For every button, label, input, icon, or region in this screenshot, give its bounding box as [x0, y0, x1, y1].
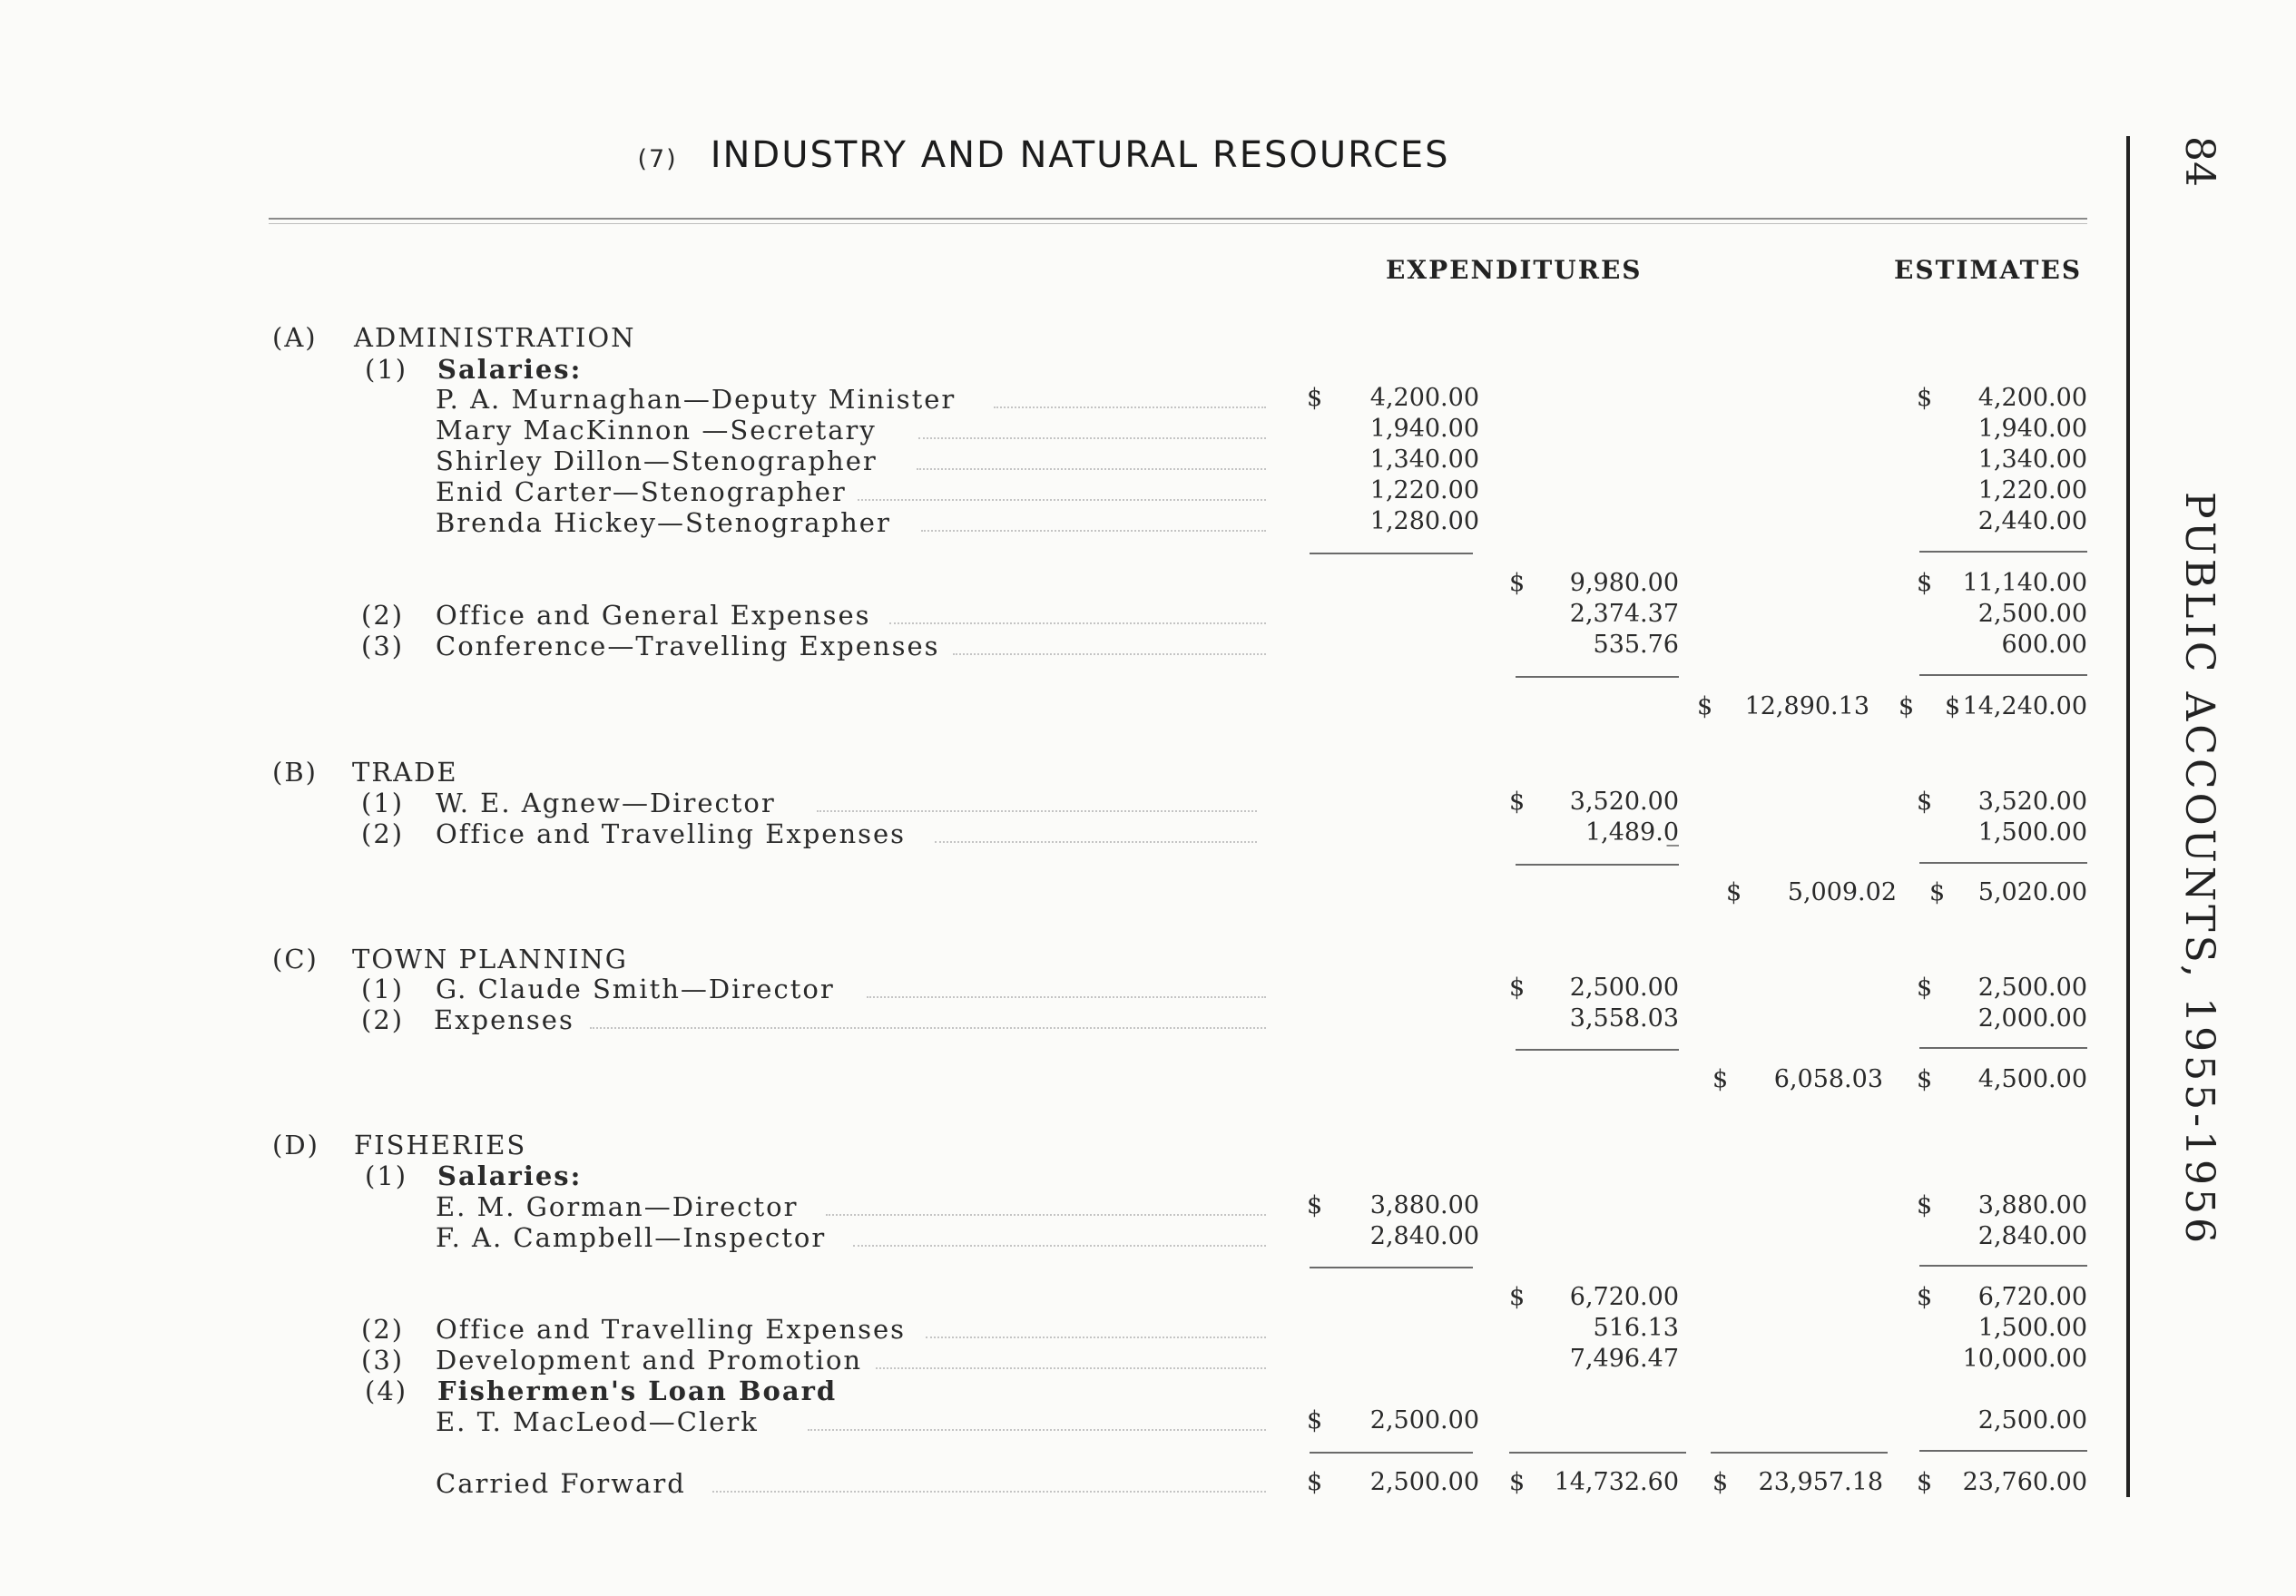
staff-est: 1,940.00 [1977, 415, 2087, 443]
staff-exp: 4,200.00 [1369, 384, 1479, 412]
section-a-salaries-marker: (1) [365, 354, 408, 385]
subtotal-rule [1919, 674, 2087, 676]
subtotal-rule [1310, 1267, 1473, 1268]
section-a-total-exp: 12,890.13 [1744, 692, 1869, 720]
section-a-salaries-label: Salaries: [437, 354, 583, 385]
dollar-sign: $ [1899, 692, 1915, 720]
forward-rule [1509, 1452, 1686, 1454]
item-exp: 2,374.37 [1569, 600, 1679, 628]
section-a-heading: ADMINISTRATION [354, 322, 636, 353]
section-b-heading: TRADE [352, 757, 458, 788]
item-marker: (2) [361, 1314, 405, 1345]
section-c-total-exp: 6,058.03 [1773, 1065, 1883, 1093]
staff-exp: 1,940.00 [1369, 415, 1479, 443]
leader-dots [590, 1027, 1266, 1029]
item-label: Office and Travelling Expenses [436, 1314, 907, 1345]
dollar-sign: $ [1917, 1283, 1933, 1311]
carried-forward-col3: 23,957.18 [1758, 1468, 1883, 1496]
item-marker: (2) [361, 600, 405, 631]
leader-dots [917, 468, 1266, 470]
salaries-total-exp: 9,980.00 [1569, 569, 1679, 597]
subtotal-rule [1919, 1047, 2087, 1049]
section-b-marker: (B) [272, 757, 318, 788]
dollar-sign: $ [1917, 1191, 1933, 1219]
dollar-sign: $ [1917, 974, 1933, 1002]
item-label: W. E. Agnew—Director [436, 788, 776, 818]
leader-dots [858, 499, 1266, 501]
item-est: 2,500.00 [1977, 974, 2087, 1002]
forward-rule [1310, 1452, 1473, 1454]
section-b-total-exp: 5,009.02 [1787, 878, 1897, 906]
subtotal-rule [1919, 551, 2087, 553]
item-marker: (3) [361, 631, 405, 661]
dollar-sign: $ [1307, 1406, 1323, 1434]
leader-dots [826, 1214, 1266, 1216]
subtotal-rule [1310, 553, 1473, 554]
section-c-total-est: 4,500.00 [1977, 1065, 2087, 1093]
leader-dots [853, 1245, 1266, 1247]
clerk-exp: 2,500.00 [1369, 1406, 1479, 1434]
salaries-total-est: 6,720.00 [1977, 1283, 2087, 1311]
item-marker: (2) [361, 818, 405, 849]
forward-rule [1711, 1452, 1888, 1454]
carried-forward-label: Carried Forward [436, 1468, 686, 1499]
dollar-sign: $ [1307, 1191, 1323, 1219]
staff-name: Enid Carter—Stenographer [436, 476, 847, 507]
staff-name: F. A. Campbell—Inspector [436, 1222, 827, 1253]
section-c-heading: TOWN PLANNING [352, 944, 628, 974]
leader-dots [712, 1491, 1266, 1493]
staff-est: 1,340.00 [1977, 446, 2087, 474]
section-b-total-est: 5,020.00 [1977, 878, 2087, 906]
leader-dots [876, 1367, 1266, 1369]
dollar-sign: $ [1945, 692, 1961, 720]
carried-forward-col2: 14,732.60 [1554, 1468, 1679, 1496]
leader-dots [994, 406, 1266, 408]
subtotal-rule [1919, 862, 2087, 864]
staff-est: 2,840.00 [1977, 1222, 2087, 1250]
leader-dots [808, 1429, 1266, 1431]
title-text: INDUSTRY AND NATURAL RESOURCES [710, 134, 1450, 176]
estimates-heading: ESTIMATES [1894, 255, 2083, 285]
item-exp: 535.76 [1593, 631, 1679, 659]
item-label: Office and Travelling Expenses [436, 818, 907, 849]
item-est: 600.00 [2001, 631, 2087, 659]
staff-name: E. M. Gorman—Director [436, 1191, 799, 1222]
staff-name: Mary MacKinnon —Secretary [436, 415, 877, 446]
dollar-sign: $ [1917, 1468, 1933, 1496]
item-est: 2,000.00 [1977, 1004, 2087, 1033]
dollar-sign: $ [1509, 569, 1526, 597]
leader-dots [867, 996, 1266, 998]
salaries-total-est: 11,140.00 [1962, 569, 2087, 597]
staff-exp: 1,280.00 [1369, 507, 1479, 535]
dollar-sign: $ [1509, 1468, 1526, 1496]
item-est: 2,500.00 [1977, 600, 2087, 628]
forward-rule [1919, 1450, 2087, 1452]
dollar-sign: $ [1712, 1065, 1729, 1093]
leader-dots [889, 622, 1266, 624]
leader-dots [921, 530, 1266, 532]
margin-rule [2126, 136, 2130, 1497]
dollar-sign: $ [1726, 878, 1742, 906]
item-label: G. Claude Smith—Director [436, 974, 835, 1004]
leader-dots [953, 653, 1266, 655]
loan-marker: (4) [365, 1376, 408, 1406]
item-est: 1,500.00 [1977, 1314, 2087, 1342]
subtotal-rule [1516, 864, 1679, 866]
item-label: Development and Promotion [436, 1345, 863, 1376]
item-exp: 7,496.47 [1569, 1345, 1679, 1373]
title-rule-thin [269, 223, 2087, 224]
item-exp: 1,489.0̲ [1585, 818, 1679, 847]
dollar-sign: $ [1929, 878, 1946, 906]
loan-board-label: Fishermen's Loan Board [437, 1376, 838, 1406]
item-est: 10,000.00 [1962, 1345, 2087, 1373]
dollar-sign: $ [1917, 569, 1933, 597]
item-marker: (3) [361, 1345, 405, 1376]
carried-forward-col1: 2,500.00 [1369, 1468, 1479, 1496]
leader-dots [817, 810, 1257, 812]
dollar-sign: $ [1509, 788, 1526, 816]
item-exp: 3,558.03 [1569, 1004, 1679, 1033]
item-est: 3,520.00 [1977, 788, 2087, 816]
title-number: (7) [637, 145, 678, 173]
staff-est: 4,200.00 [1977, 384, 2087, 412]
subtotal-rule [1516, 1049, 1679, 1051]
dollar-sign: $ [1307, 384, 1323, 412]
staff-est: 3,880.00 [1977, 1191, 2087, 1219]
side-reference: PUBLIC ACCOUNTS, 1955-1956 [2176, 492, 2222, 1247]
expenditures-heading: EXPENDITURES [1386, 255, 1643, 285]
item-label: Expenses [434, 1004, 574, 1035]
subtotal-rule [1919, 1265, 2087, 1267]
item-est: 1,500.00 [1977, 818, 2087, 847]
title-rule [269, 218, 2087, 220]
dollar-sign: $ [1712, 1468, 1729, 1496]
staff-name: Shirley Dillon—Stenographer [436, 446, 878, 476]
item-label: Office and General Expenses [436, 600, 871, 631]
page-number: 84 [2176, 136, 2222, 187]
staff-name: P. A. Murnaghan—Deputy Minister [436, 384, 957, 415]
staff-name: Brenda Hickey—Stenographer [436, 507, 891, 538]
section-c-marker: (C) [272, 944, 319, 974]
item-exp: 2,500.00 [1569, 974, 1679, 1002]
dollar-sign: $ [1509, 974, 1526, 1002]
dollar-sign: $ [1917, 384, 1933, 412]
salaries-total-exp: 6,720.00 [1569, 1283, 1679, 1311]
item-marker: (1) [361, 788, 405, 818]
subtotal-rule [1516, 676, 1679, 678]
leader-dots [935, 841, 1257, 843]
staff-exp: 1,340.00 [1369, 446, 1479, 474]
item-exp: 3,520.00 [1569, 788, 1679, 816]
staff-exp: 3,880.00 [1369, 1191, 1479, 1219]
clerk-est: 2,500.00 [1977, 1406, 2087, 1434]
leader-dots [918, 437, 1266, 439]
section-a-marker: (A) [272, 322, 318, 353]
staff-est: 2,440.00 [1977, 507, 2087, 535]
section-d-salaries-label: Salaries: [437, 1160, 583, 1191]
section-d-marker: (D) [272, 1130, 319, 1160]
staff-exp: 2,840.00 [1369, 1222, 1479, 1250]
dollar-sign: $ [1917, 1065, 1933, 1093]
dollar-sign: $ [1697, 692, 1713, 720]
item-label: Conference—Travelling Expenses [436, 631, 940, 661]
clerk-name: E. T. MacLeod—Clerk [436, 1406, 759, 1437]
dollar-sign: $ [1307, 1468, 1323, 1496]
dollar-sign: $ [1917, 788, 1933, 816]
item-marker: (2) [361, 1004, 405, 1035]
dollar-sign: $ [1509, 1283, 1526, 1311]
section-d-heading: FISHERIES [354, 1130, 527, 1160]
staff-est: 1,220.00 [1977, 476, 2087, 504]
carried-forward-col4: 23,760.00 [1962, 1468, 2087, 1496]
section-a-total-est: 14,240.00 [1962, 692, 2087, 720]
item-exp: 516.13 [1593, 1314, 1679, 1342]
section-d-salaries-marker: (1) [365, 1160, 408, 1191]
leader-dots [926, 1337, 1266, 1338]
page-title [0, 134, 2087, 176]
item-marker: (1) [361, 974, 405, 1004]
staff-exp: 1,220.00 [1369, 476, 1479, 504]
